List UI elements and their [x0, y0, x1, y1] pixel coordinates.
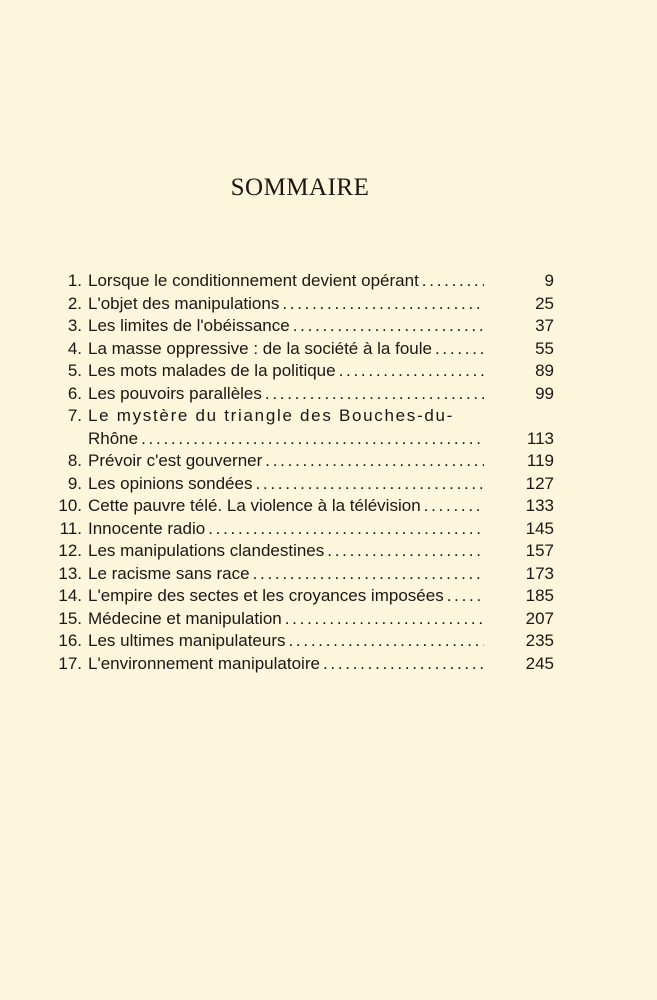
dot-leader [424, 495, 484, 518]
dot-leader [422, 270, 484, 293]
entry-number: 15. [58, 608, 82, 628]
entry-number: 8. [67, 451, 82, 470]
toc-entry [44, 653, 554, 676]
entry-number: 13. [58, 563, 82, 583]
entry-page: 89 [535, 361, 554, 380]
entry-number: 1. [67, 271, 82, 290]
toc-entry [44, 608, 554, 631]
dot-leader [285, 608, 484, 631]
dot-leader [447, 585, 484, 608]
toc-entry [44, 293, 554, 316]
entry-title: L'empire des sectes et les croyances imposées [88, 586, 444, 605]
entry-number: 16. [58, 631, 82, 650]
entry-title-line2: Rhône [88, 428, 139, 448]
entry-page: 99 [535, 383, 554, 403]
entry-number: 2. [67, 293, 82, 313]
toc-entry [44, 360, 554, 383]
dot-leader [282, 293, 484, 316]
entry-number: 5. [67, 361, 82, 380]
dot-leader [141, 428, 484, 451]
dot-leader [265, 450, 484, 473]
entry-page: 113 [526, 428, 554, 448]
toc-entry [44, 518, 554, 541]
entry-page: 245 [525, 653, 554, 673]
entry-number: 9. [67, 473, 82, 493]
entry-title: Les mots malades de la politique [88, 361, 336, 380]
dot-leader [293, 315, 484, 338]
entry-title: Les ultimes manipulateurs [88, 631, 286, 650]
entry-number: 6. [67, 383, 82, 403]
dot-leader [253, 563, 484, 586]
dot-leader [255, 473, 484, 496]
entry-number: 10. [58, 496, 82, 515]
entry-title: Les opinions sondées [88, 473, 253, 493]
dot-leader [288, 630, 484, 653]
entry-title: Les pouvoirs parallèles [88, 383, 262, 403]
entry-title: Lorsque le conditionnement devient opérant [88, 271, 419, 290]
dot-leader [265, 383, 484, 406]
dot-leader [435, 338, 484, 361]
entry-title: Médecine et manipulation [88, 608, 282, 628]
toc-entry [44, 405, 554, 450]
entry-page: 119 [526, 451, 554, 470]
entry-page: 127 [525, 473, 554, 493]
entry-number: 3. [67, 316, 82, 335]
entry-title: Cette pauvre télé. La violence à la télévision [88, 496, 421, 515]
entry-title: Les limites de l'obéissance [88, 316, 290, 335]
toc-entry [44, 585, 554, 608]
toc-entry [44, 495, 554, 518]
entry-number: 12. [58, 541, 82, 560]
entry-number: 4. [67, 338, 82, 358]
entry-page: 185 [525, 586, 554, 605]
entry-number: 17. [58, 653, 82, 673]
toc-entry [44, 630, 554, 653]
toc-entry [44, 315, 554, 338]
table-of-contents [44, 270, 554, 675]
entry-page: 235 [525, 631, 554, 650]
entry-page: 55 [535, 338, 554, 358]
entry-page: 145 [525, 518, 554, 538]
entry-title-line1: Le mystère du triangle des Bouches-du- [88, 406, 455, 425]
toc-entry [44, 540, 554, 563]
page-title: SOMMAIRE [230, 174, 370, 201]
entry-number: 14. [58, 586, 82, 605]
dot-leader [339, 360, 484, 383]
entry-page: 207 [525, 608, 554, 628]
entry-title: Innocente radio [88, 518, 206, 538]
entry-page: 25 [535, 293, 554, 313]
toc-entry [44, 338, 554, 361]
entry-title: Le racisme sans race [88, 563, 250, 583]
entry-title: L'environnement manipulatoire [88, 653, 320, 673]
entry-page: 173 [525, 563, 554, 583]
entry-number: 11. [59, 518, 82, 538]
entry-title: Les manipulations clandestines [88, 541, 325, 560]
dot-leader [323, 653, 484, 676]
dot-leader [208, 518, 484, 541]
toc-entry [44, 270, 554, 293]
dot-leader [327, 540, 484, 563]
toc-entry [44, 563, 554, 586]
entry-number: 7. [67, 406, 82, 425]
entry-title: Prévoir c'est gouverner [88, 451, 263, 470]
toc-entry [44, 450, 554, 473]
entry-title: La masse oppressive : de la société à la foule [88, 338, 432, 358]
entry-page: 157 [525, 541, 554, 560]
entry-page: 9 [544, 271, 554, 290]
entry-page: 37 [535, 316, 554, 335]
toc-entry [44, 383, 554, 406]
entry-page: 133 [525, 496, 554, 515]
toc-entry [44, 473, 554, 496]
entry-title: L'objet des manipulations [88, 293, 280, 313]
